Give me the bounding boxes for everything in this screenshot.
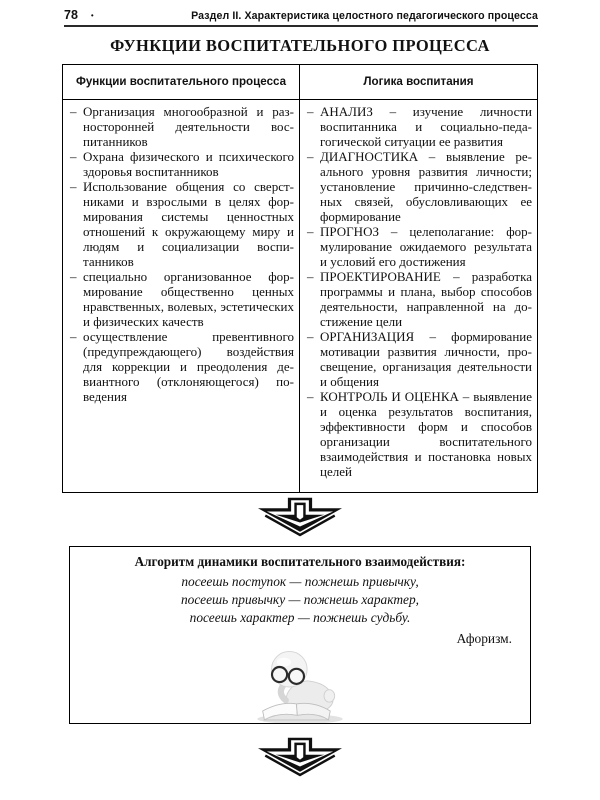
running-head-title: Раздел II. Характеристика целостного педагогического процесса bbox=[191, 10, 538, 22]
list-item bbox=[307, 389, 532, 479]
list-item bbox=[70, 104, 294, 149]
table-header-logic: Логика воспитания bbox=[363, 74, 474, 88]
table-header-functions: Функции воспитательного процесса bbox=[63, 65, 300, 99]
list-item bbox=[70, 269, 294, 329]
aphorism-attribution: Афоризм. bbox=[456, 631, 512, 646]
table-header-row bbox=[63, 65, 537, 100]
algorithm-title: Алгоритм динамики воспитательного взаимодействия: bbox=[134, 554, 466, 569]
list-item bbox=[307, 149, 532, 224]
list-item bbox=[70, 329, 294, 404]
list-item bbox=[70, 179, 294, 269]
dash-marker: – bbox=[307, 329, 314, 344]
list-item-text: КОНТРОЛЬ И ОЦЕНКА – выявление и оценка результатов воспитания, эффективности форм и способов организации воспитательного взаимодействия и постановка новых целей bbox=[320, 389, 532, 479]
list-item-text: Организация многообразной и разносторонней деятельности воспитанников bbox=[83, 104, 294, 149]
aphorism-line: посеешь поступок — пожнешь привычку, bbox=[181, 574, 419, 589]
aphorism-lines bbox=[78, 573, 522, 627]
dash-marker: – bbox=[70, 329, 77, 344]
table-cell-logic bbox=[300, 100, 537, 492]
header-dot: • bbox=[90, 11, 94, 20]
dash-marker: – bbox=[70, 149, 77, 164]
list-item bbox=[307, 329, 532, 389]
dash-marker: – bbox=[307, 149, 314, 164]
logic-list bbox=[307, 104, 532, 479]
dash-marker: – bbox=[307, 104, 314, 119]
aphorism-line: посеешь характер — пожнешь судьбу. bbox=[189, 610, 411, 625]
list-item-text: АНАЛИЗ – изучение личности воспитанника и социально-педагогической ситуации ее развития bbox=[320, 104, 532, 149]
reading-figure-illustration bbox=[78, 647, 522, 724]
list-item-text: ОРГАНИЗАЦИЯ – формирование мотивации развития личности, просвещение, организация деятельности и общения bbox=[320, 329, 532, 389]
table-cell-functions bbox=[63, 100, 300, 492]
aphorism-line: посеешь привычку — пожнешь характер, bbox=[180, 592, 419, 607]
functions-list bbox=[70, 104, 294, 404]
list-item-text: специально организованное формирование общественно ценных нравственных, волевых, эстетических и физических качеств bbox=[83, 269, 294, 329]
dash-marker: – bbox=[70, 179, 77, 194]
functions-table bbox=[62, 64, 538, 493]
list-item-text: Использование общения со сверстниками и взрослыми в целях формирования системы ценностных отношений к окружающему миру и людям и социализации воспитанников bbox=[83, 179, 294, 269]
dash-marker: – bbox=[307, 224, 314, 239]
page-number: 78 bbox=[64, 8, 78, 22]
running-head bbox=[64, 8, 538, 27]
list-item bbox=[307, 104, 532, 149]
down-arrow-icon bbox=[0, 497, 600, 539]
list-item bbox=[307, 224, 532, 269]
dash-marker: – bbox=[307, 389, 314, 404]
list-item-text: осуществление превентивного (предупреждающего) воздействия для коррекции и преодоления девиантного (отклоняющегося) поведения bbox=[83, 329, 294, 404]
table-body-row bbox=[63, 100, 537, 492]
dash-marker: – bbox=[307, 269, 314, 284]
algorithm-box bbox=[69, 546, 531, 724]
down-arrow-icon bbox=[0, 737, 600, 779]
dash-marker: – bbox=[70, 269, 77, 284]
list-item bbox=[70, 149, 294, 179]
list-item bbox=[307, 269, 532, 329]
list-item-text: ПРОГНОЗ – целеполагание: формулирование ожидаемого результата и условий его достижения bbox=[320, 224, 532, 269]
page-title: ФУНКЦИИ ВОСПИТАТЕЛЬНОГО ПРОЦЕССА bbox=[110, 36, 490, 55]
list-item-text: Охрана физического и психического здоровья воспитанников bbox=[83, 149, 294, 179]
dash-marker: – bbox=[70, 104, 77, 119]
list-item-text: ПРОЕКТИРОВАНИЕ – разработка программы и плана, выбор способов деятельности, направленной на достижение цели bbox=[320, 269, 532, 329]
list-item-text: ДИАГНОСТИКА – выявление реального уровня развития личности; установление причинно-следственных связей, обусловливающих ее формирование bbox=[320, 149, 532, 224]
